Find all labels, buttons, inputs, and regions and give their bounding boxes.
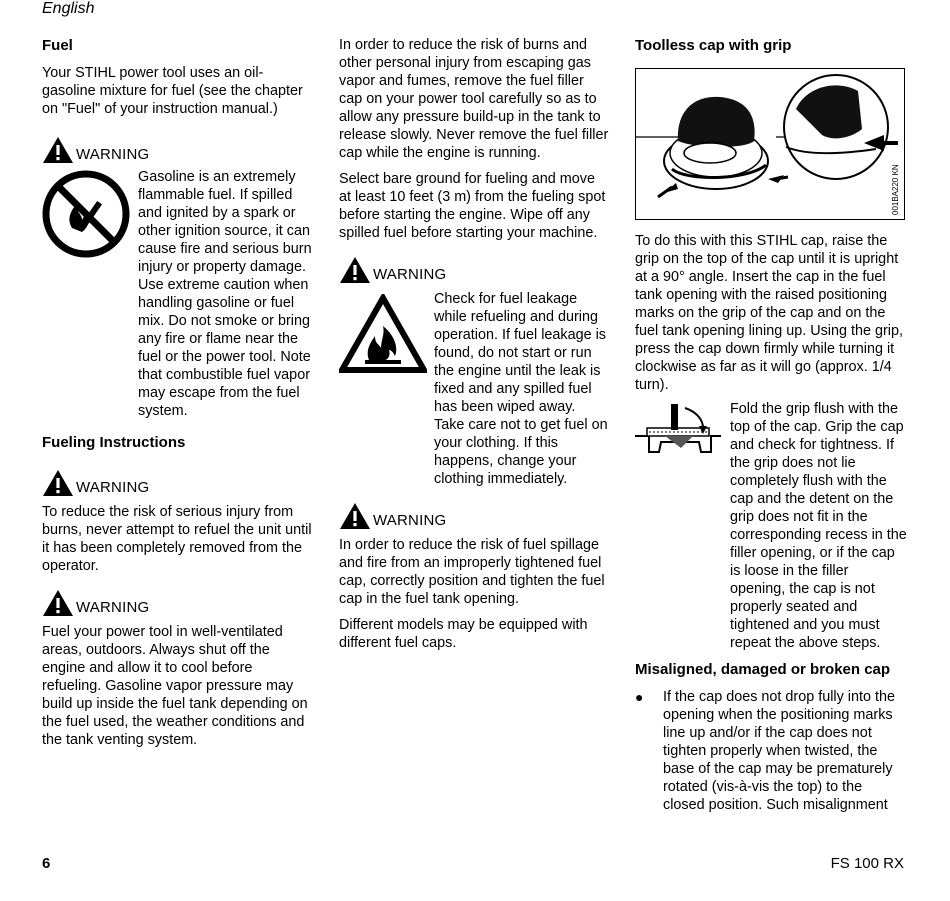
fold-grip-text: Fold the grip flush with the top of the cap. Grip the cap and check for tightness. If the grip does not lie completely flush with the cap and the detent on the grip does not fit in the corresponding recess in the filler opening, or if the cap is loose in the filler opening, the cap is not properly seated and tightened and you must repeat the above steps. (730, 401, 907, 651)
column-middle (339, 36, 609, 652)
flammable-triangle-icon (339, 294, 427, 374)
warning-refuel-text: To reduce the risk of serious injury from burns, never attempt to refuel the unit until it has been completely removed from the operator. (42, 504, 312, 574)
column-left (42, 36, 312, 749)
warning-block-gasoline (42, 168, 312, 420)
misaligned-heading: Misaligned, damaged or broken cap (635, 661, 891, 678)
fuel-heading: Fuel (42, 37, 73, 54)
bullet-dot-icon: ● (635, 689, 644, 705)
page-number: 6 (42, 855, 51, 872)
warning-block-leakage (339, 290, 609, 488)
fuel-intro: Your STIHL power tool uses an oil-gasoline mixture for fuel (see the chapter on "Fuel" of your instruction manual.) (42, 65, 303, 117)
bullet-item (635, 688, 907, 814)
warning-leakage-text: Check for fuel leakage while refueling and during operation. If fuel leakage is found, do not start or run the engine until the leak is fixed and any spilled fuel has been wiped away. Take care not to get fuel on your clothing. If this happens, change your clothing immediately. (434, 291, 608, 487)
warning-triangle-icon (42, 136, 74, 164)
warning-triangle-icon (42, 589, 74, 617)
fold-grip-block (635, 400, 907, 652)
warning-heading (42, 130, 312, 164)
fold-grip-icon-wrap (635, 400, 730, 652)
warning-triangle-icon (339, 256, 371, 284)
bare-ground-paragraph: Select bare ground for fueling and move at least 10 feet (3 m) from the fueling spot before starting the engine. Wipe off any spilled fuel before starting your machine. (339, 171, 606, 241)
fold-grip-icon (635, 402, 721, 466)
warning-heading (42, 463, 312, 497)
warning-heading (339, 496, 609, 530)
misaligned-bullet-text: If the cap does not drop fully into the opening when the positioning marks line up and/or if the cap does not tighten properly when twisted, the base of the cap may be prematurely rotated (vis-à-vis the top) to the closed position. Such misalignment (663, 689, 895, 813)
cap-figure (635, 68, 905, 220)
warning-label: WARNING (76, 479, 150, 496)
warning-cap-text: In order to reduce the risk of fuel spillage and fire from an improperly tightened fuel cap, correctly position and tighten the fuel cap in the fuel tank opening. (339, 537, 605, 607)
cap-instructions: To do this with this STIHL cap, raise the grip on the top of the cap until it is upright at a 90° angle. Insert the cap in the fuel tank opening with the raised positioning marks on the grip of the cap and on the fuel tank opening lining up. Using the grip, press the cap down firmly while turning it clockwise as far as it will go (approx. 1/4 turn). (635, 233, 904, 393)
warning-triangle-icon (339, 502, 371, 530)
column-right (635, 36, 907, 814)
warning-heading (339, 250, 609, 284)
language-label: English (42, 0, 95, 17)
flammable-icon-wrap (339, 290, 434, 488)
warning-gasoline-text: Gasoline is an extremely flammable fuel. If spilled and ignited by a spark or other ignition source, it can cause fire and serious burn injury or property damage. Use extreme caution when handling gasoline or fuel mix. Do not smoke or bring any fire or flame near the fuel or the power tool. Note that combustible fuel vapor may escape from the fuel system. (138, 169, 312, 419)
warning-label: WARNING (373, 512, 447, 529)
warning-triangle-icon (42, 469, 74, 497)
warning-label: WARNING (76, 599, 150, 616)
warning-label: WARNING (76, 146, 150, 163)
no-fire-icon-wrap (42, 168, 138, 420)
fueling-heading: Fueling Instructions (42, 434, 186, 451)
warning-label: WARNING (373, 266, 447, 283)
no-open-flame-icon (42, 170, 130, 258)
model-name: FS 100 RX (830, 855, 904, 872)
figure-code: 001BA220 KN (891, 164, 900, 215)
different-caps-paragraph: Different models may be equipped with different fuel caps. (339, 617, 588, 651)
filler-cap-paragraph: In order to reduce the risk of burns and other personal injury from escaping gas vapor and fumes, remove the fuel filler cap on your power tool carefully so as to allow any pressure build-up in the tank to release slowly. Never remove the fuel filler cap while the engine is running. (339, 37, 609, 161)
fuel-cap-illustration (636, 69, 904, 219)
warning-heading (42, 583, 312, 617)
warning-ventilation-text: Fuel your power tool in well-ventilated areas, outdoors. Always shut off the engine and allow it to cool before refueling. Gasoline vapor pressure may build up inside the fuel tank depending on the fuel used, the weather conditions and the tank venting system. (42, 624, 308, 748)
toolless-cap-heading: Toolless cap with grip (635, 37, 792, 54)
